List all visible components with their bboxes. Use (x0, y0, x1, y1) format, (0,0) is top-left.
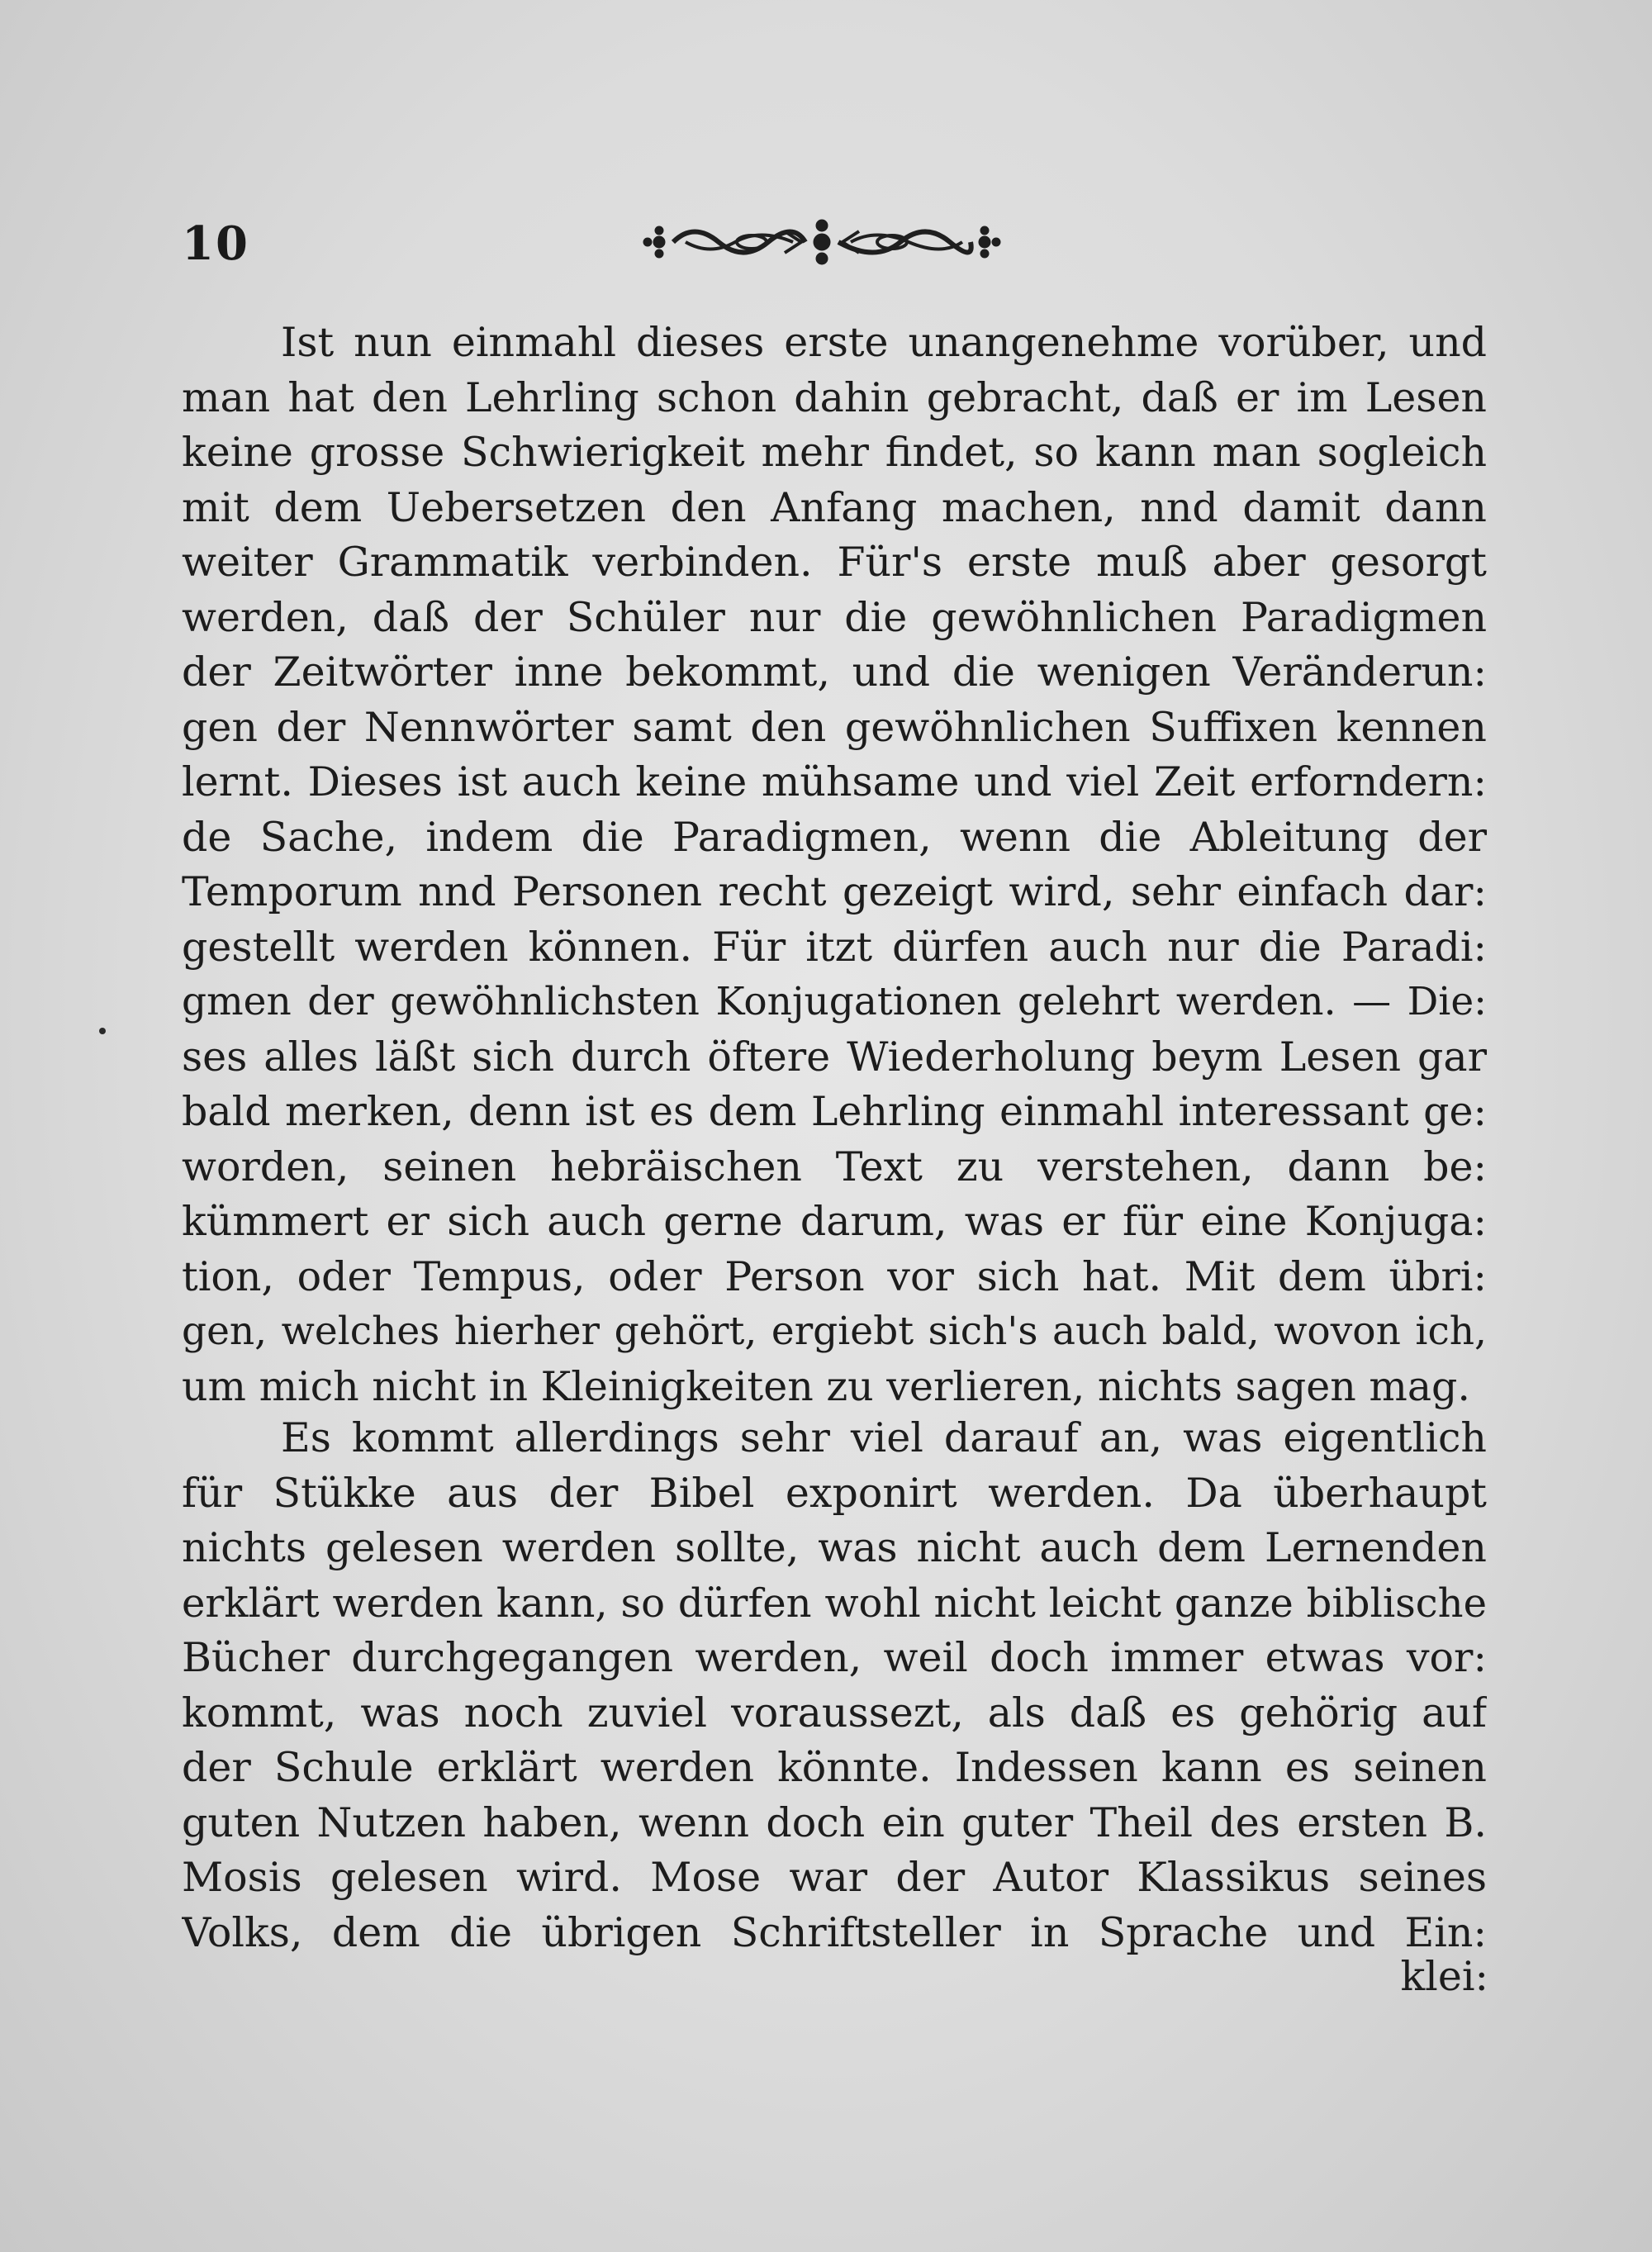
text-line: weiter Grammatik verbinden. Für's erste muß aber gesorgt (182, 539, 1487, 586)
text-line: für Stükke aus der Bibel exponirt werden. Da überhaupt (182, 1469, 1487, 1517)
text-line: gestellt werden können. Für itzt dürfen auch nur die Paradi: (182, 923, 1487, 971)
text-line: Volks, dem die übrigen Schriftsteller in Sprache und Ein: (182, 1908, 1487, 1956)
text-line: lernt. Dieses ist auch keine mühsame und viel Zeit erforndern: (182, 758, 1487, 805)
text-line: man hat den Lehrling schon dahin gebracht, daß er im Lesen (182, 373, 1487, 421)
text-line: gmen der gewöhnlichsten Konjugationen gelehrt werden. — Die: (182, 979, 1487, 1024)
page-number: 10 (182, 216, 249, 271)
text-line: guten Nutzen haben, wenn doch ein guter Theil des ersten B. (182, 1798, 1487, 1846)
text-line: Es kommt allerdings sehr viel darauf an, was eigentlich (281, 1414, 1487, 1461)
decorative-fleuron-icon (636, 205, 1008, 279)
text-line: keine grosse Schwierigkeit mehr findet, so kann man sogleich (182, 429, 1487, 476)
text-line: worden, seinen hebräischen Text zu verstehen, dann be: (182, 1143, 1487, 1190)
text-line: mit dem Uebersetzen den Anfang machen, nnd damit dann (182, 483, 1487, 531)
text-line: kommt, was noch zuviel voraussezt, als daß es gehörig auf (182, 1689, 1487, 1737)
text-line: Bücher durchgegangen werden, weil doch immer etwas vor: (182, 1634, 1487, 1681)
text-line: ses alles läßt sich durch öftere Wiederholung beym Lesen gar (182, 1033, 1487, 1081)
text-line: bald merken, denn ist es dem Lehrling einmahl interessant ge: (182, 1088, 1487, 1135)
text-line: gen, welches hierher gehört, ergiebt sich's auch bald, wovon ich, (182, 1309, 1487, 1354)
paragraph-2 (182, 1411, 1487, 1960)
text-line: der Schule erklärt werden könnte. Indessen kann es seinen (182, 1744, 1487, 1791)
text-line: de Sache, indem die Paradigmen, wenn die Ableitung der (182, 813, 1487, 861)
text-line: der Zeitwörter inne bekommt, und die wenigen Veränderun: (182, 649, 1487, 696)
text-line: Temporum nnd Personen recht gezeigt wird, sehr einfach dar: (182, 868, 1487, 915)
paragraph-1 (182, 316, 1487, 1414)
ink-speck (99, 1028, 106, 1034)
text-line: gen der Nennwörter samt den gewöhnlichen Suffixen kennen (182, 703, 1487, 751)
text-line: um mich nicht in Kleinigkeiten zu verlieren, nichts sagen mag. (182, 1362, 1470, 1410)
text-line: Mosis gelesen wird. Mose war der Autor Klassikus seines (182, 1854, 1487, 1901)
text-line: tion, oder Tempus, oder Person vor sich hat. Mit dem übri: (182, 1252, 1487, 1300)
text-line: erklärt werden kann, so dürfen wohl nicht leicht ganze biblische (182, 1580, 1487, 1627)
catchword: klei: (1400, 1953, 1488, 2000)
text-line: nichts gelesen werden sollte, was nicht auch dem Lernenden (182, 1524, 1487, 1571)
text-line: kümmert er sich auch gerne darum, was er für eine Konjuga: (182, 1198, 1487, 1245)
text-line: Ist nun einmahl dieses erste unangenehme vorüber, und (281, 319, 1487, 366)
text-line: werden, daß der Schüler nur die gewöhnlichen Paradigmen (182, 593, 1487, 641)
